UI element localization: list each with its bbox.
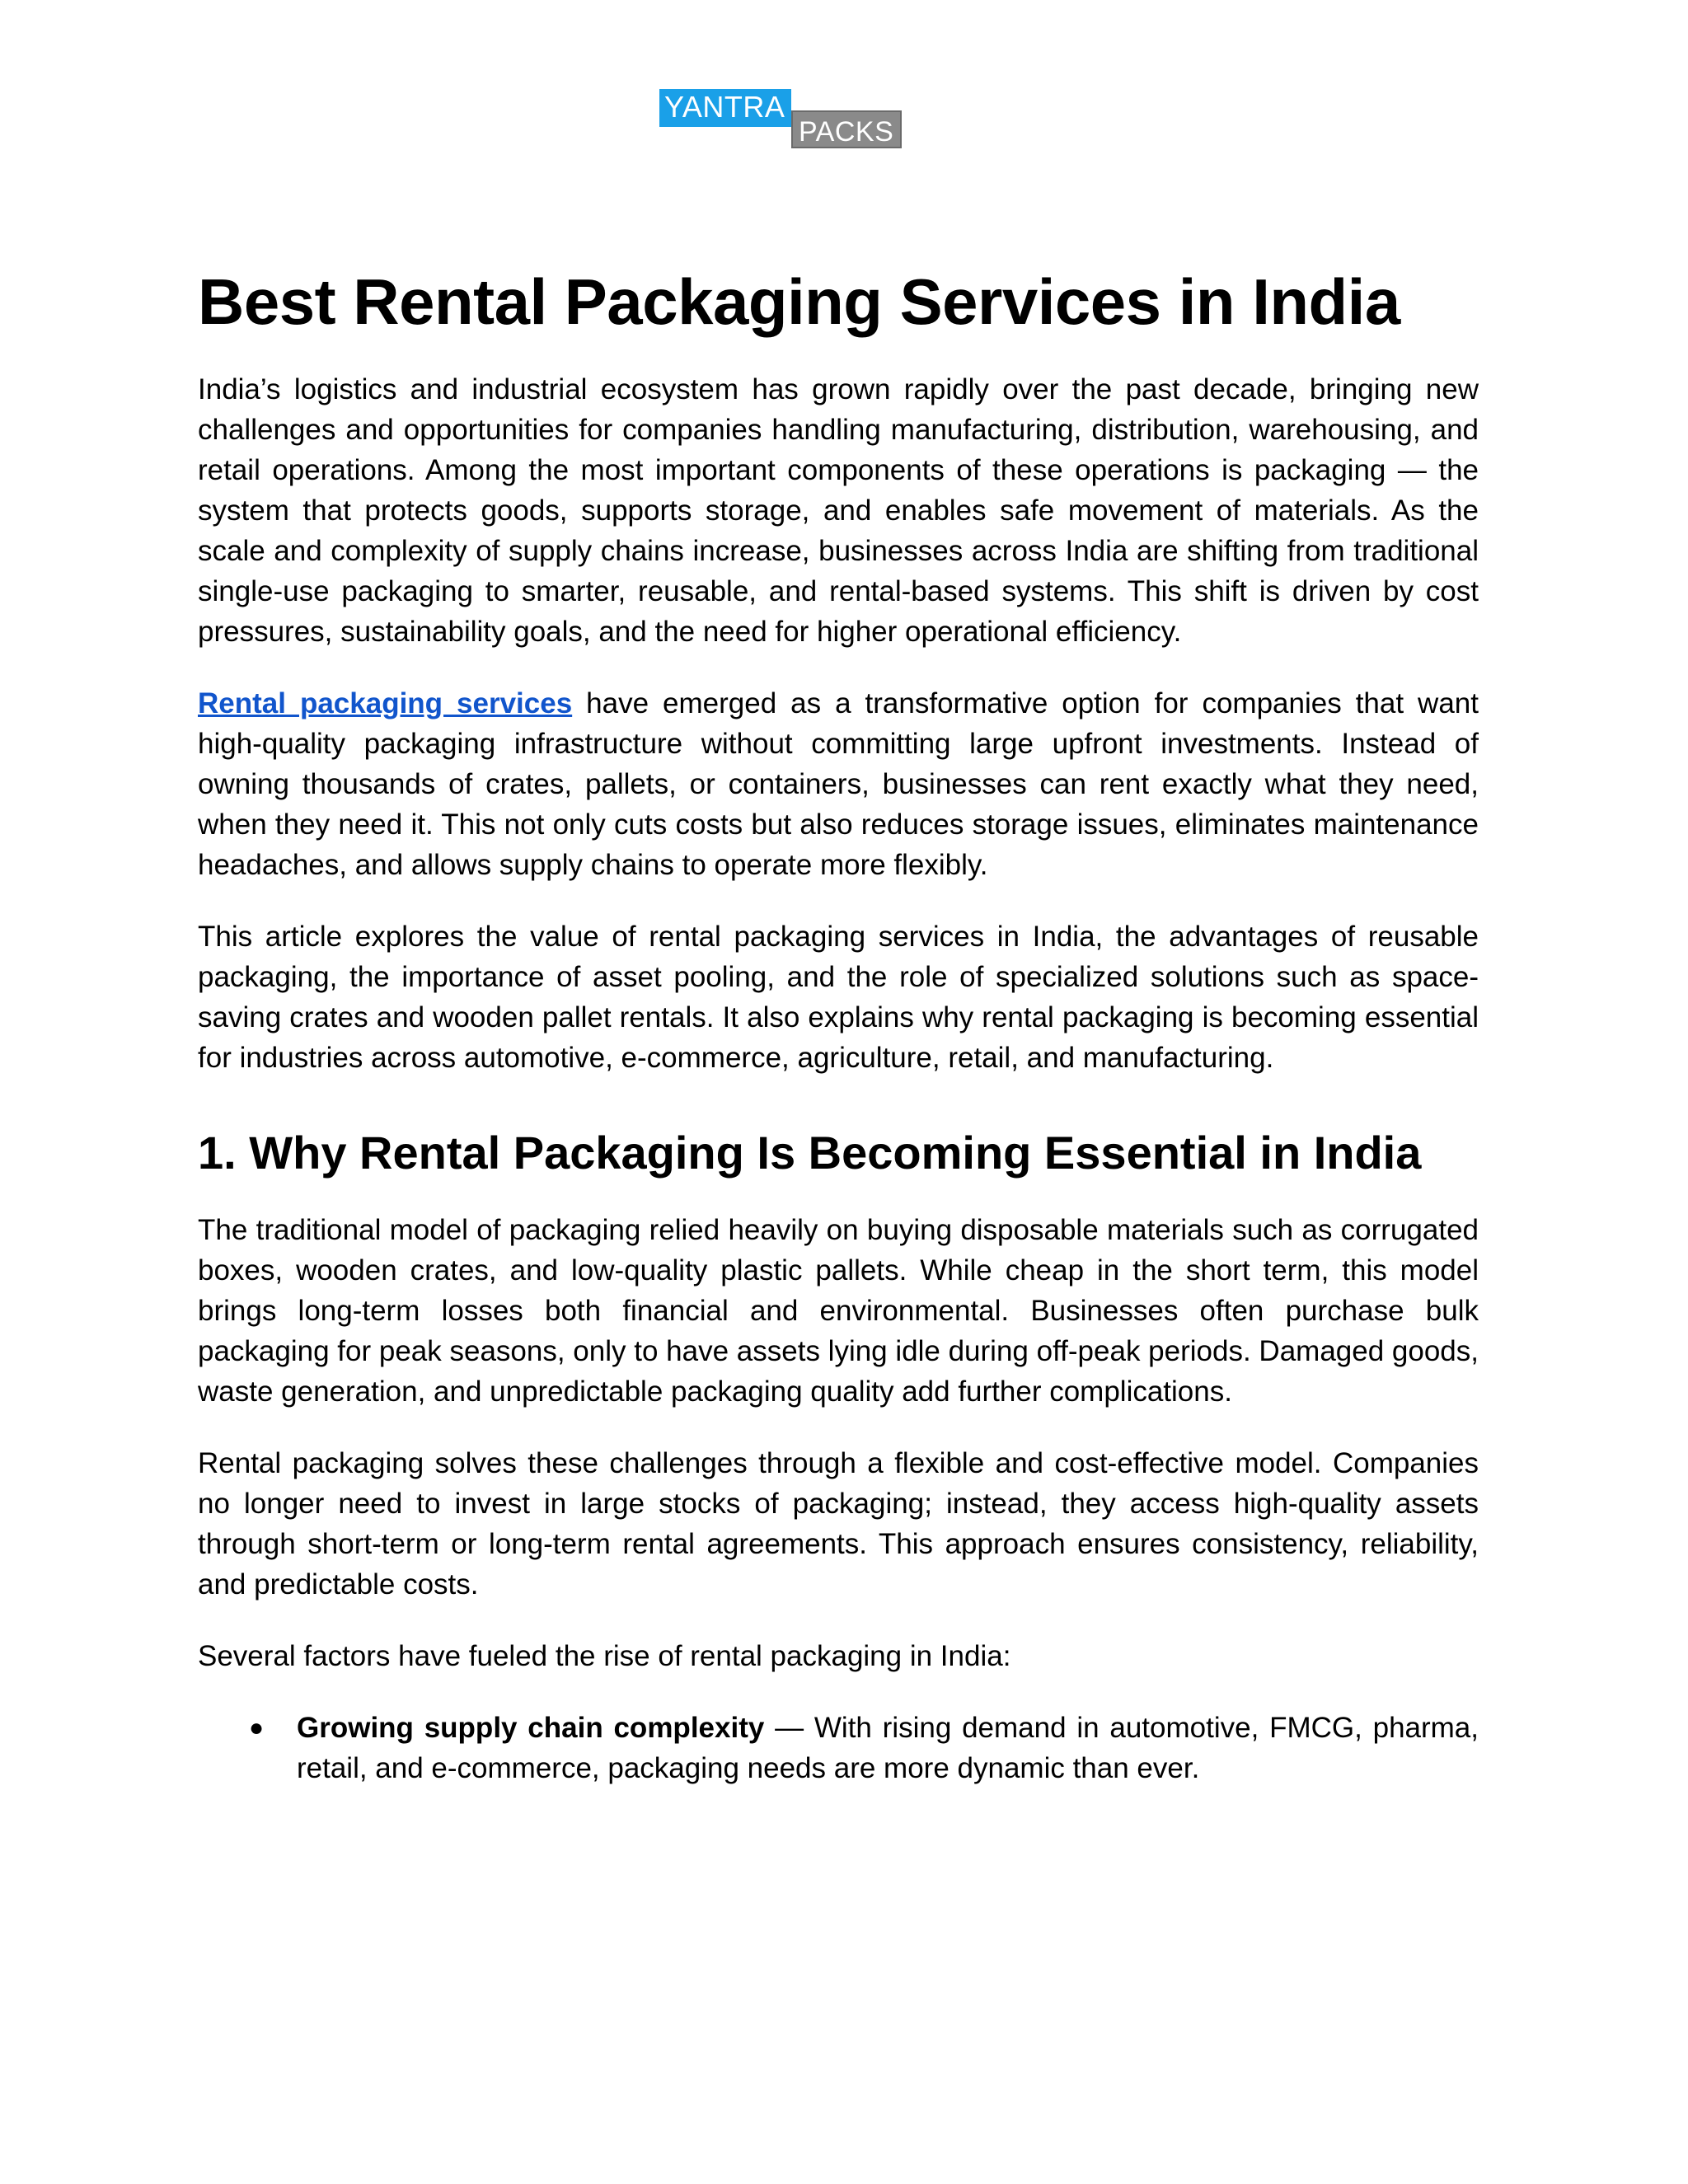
list-item-bold-text: Growing supply chain complexity [297, 1712, 765, 1744]
bullet-icon: ● [249, 1714, 265, 1741]
logo-packs-text: PACKS [791, 110, 902, 148]
section-1-paragraph-1: The traditional model of packaging relied heavily on buying disposable materials such as corrugated boxes, wooden crates, and low-quality plastic pallets. While cheap in the short term, this model brings long-term losses both financial and environmental. Businesses often purchase bulk packaging for peak seasons, only to have assets lying idle during off-peak periods. Damaged goods, waste generation, and unpredictable packaging quality add further complications. [198, 1214, 1479, 1408]
list-item [198, 1708, 1479, 1788]
list-item-text: — With rising demand in automotive, FMCG, pharma, retail, and e-commerce, packaging needs are more dynamic than ever. [297, 1712, 1479, 1784]
section-1-heading: 1. Why Rental Packaging Is Becoming Essential in India [198, 1127, 1422, 1179]
factors-list [198, 1708, 1479, 1788]
section-1-paragraph-2: Rental packaging solves these challenges through a flexible and cost-effective model. Companies no longer need to invest in large stocks of packaging; instead, they access high-quality assets through short-term or long-term rental agreements. This approach ensures consistency, reliability, and predictable costs. [198, 1447, 1479, 1601]
section-1-paragraph-3: Several factors have fueled the rise of rental packaging in India: [198, 1640, 1011, 1672]
rental-packaging-services-link[interactable]: Rental packaging services [198, 687, 573, 719]
yantra-packs-logo [659, 89, 907, 148]
page-title: Best Rental Packaging Services in India [198, 265, 1400, 338]
intro-paragraph-1: India’s logistics and industrial ecosystem has grown rapidly over the past decade, bringing new challenges and opportunities for companies handling manufacturing, distribution, warehousing, and retail operations. Among the most important components of these operations is packaging — the system that protects goods, supports storage, and enables safe movement of materials. As the scale and complexity of supply chains increase, businesses across India are shifting from traditional single-use packaging to smarter, reusable, and rental-based systems. This shift is driven by cost pressures, sustainability goals, and the need for higher operational efficiency. [198, 373, 1479, 648]
document-body [198, 264, 1479, 1788]
intro-paragraph-2-text: have emerged as a transformative option for companies that want high-quality packaging infrastructure without committing large upfront investments. Instead of owning thousands of crates, pallets, or containers, businesses can rent exactly what they need, when they need it. This not only cuts costs but also reduces storage issues, eliminates maintenance headaches, and allows supply chains to operate more flexibly. [198, 687, 1479, 881]
logo-yantra-text: YANTRA [659, 89, 791, 127]
intro-paragraph-2 [198, 683, 1479, 885]
intro-paragraph-3: This article explores the value of rental packaging services in India, the advantages of reusable packaging, the importance of asset pooling, and the role of specialized solutions such as space-saving crates and wooden pallet rentals. It also explains why rental packaging is becoming essential for industries across automotive, e-commerce, agriculture, retail, and manufacturing. [198, 921, 1479, 1074]
